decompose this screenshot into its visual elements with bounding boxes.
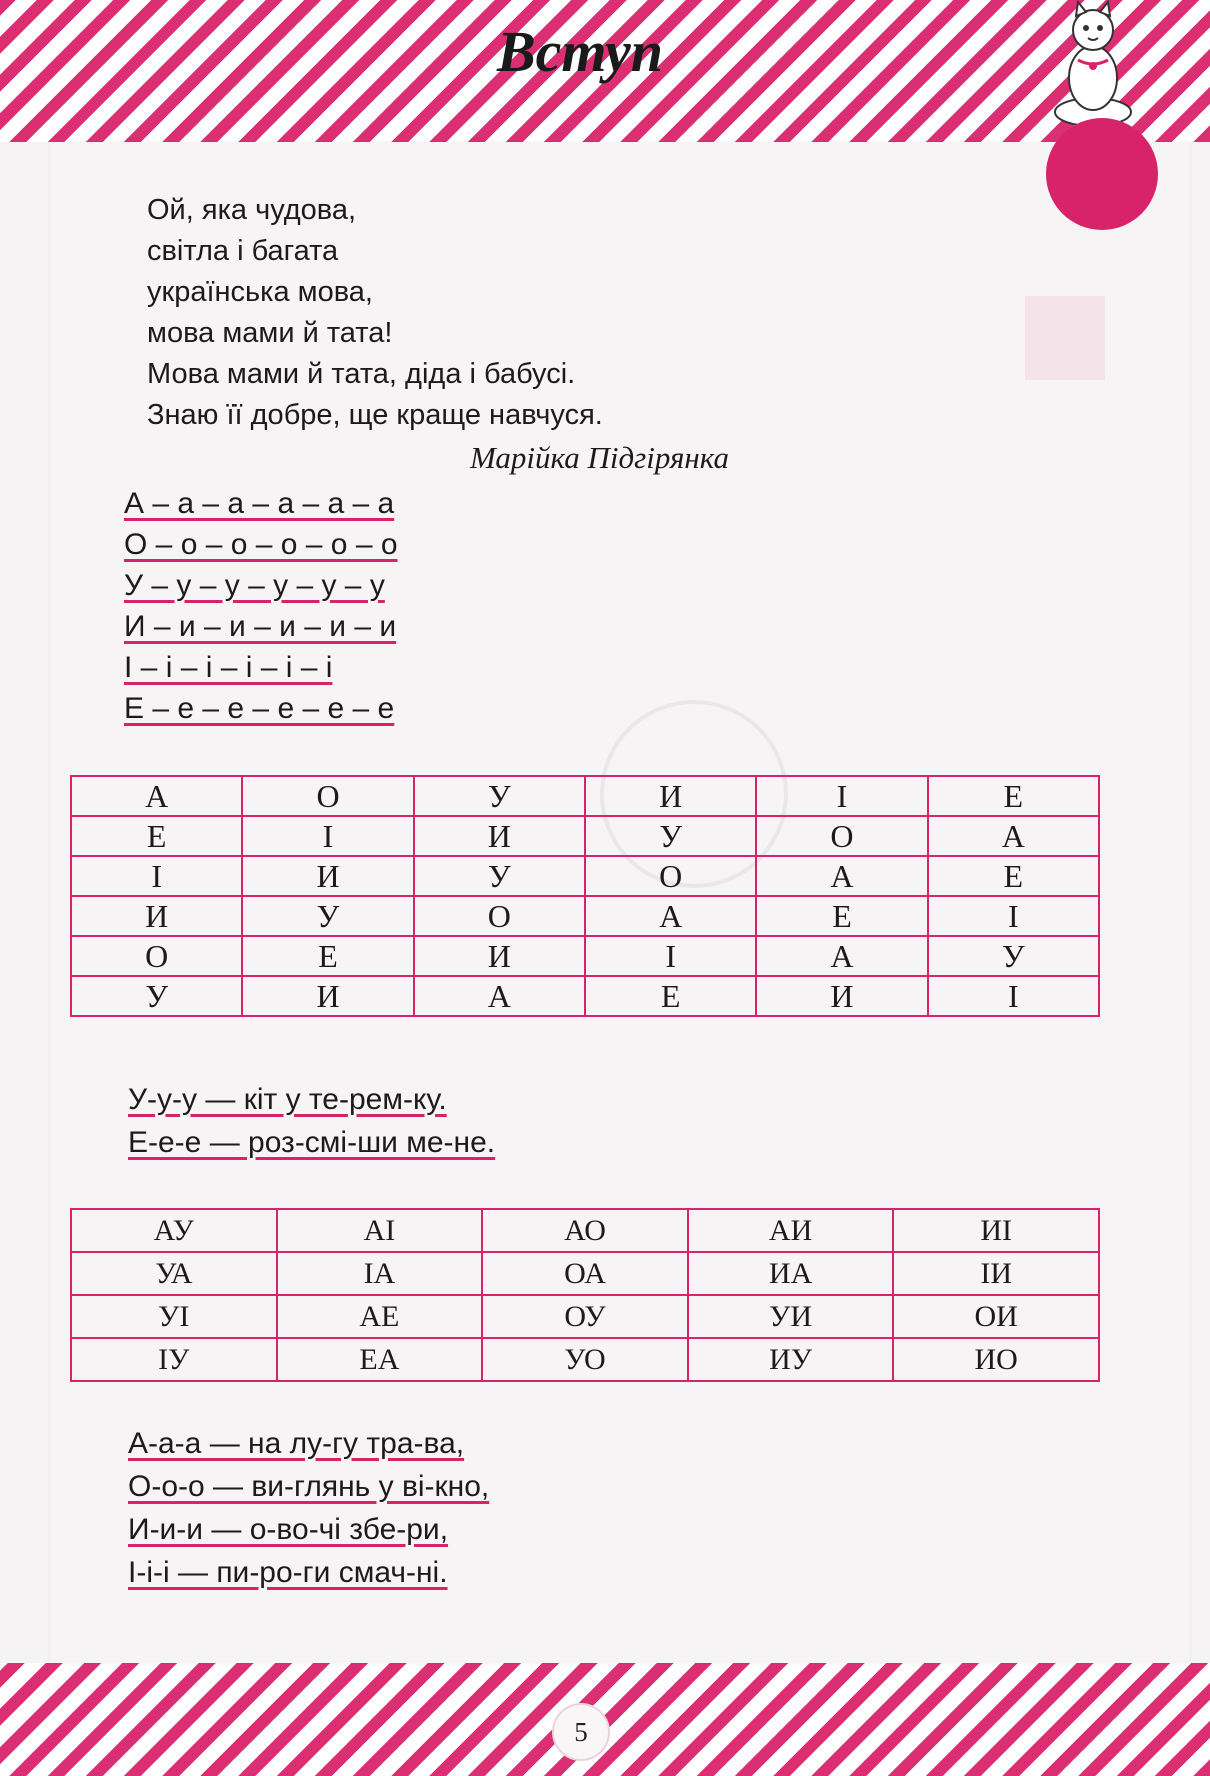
page-number: 5 [552, 1703, 610, 1761]
table-row [71, 936, 1099, 976]
table-cell: УО [482, 1338, 688, 1381]
vowel-chant-row: О – о – о – о – о – о [124, 528, 398, 561]
poem-line: Знаю її добре, ще краще навчуся. [147, 399, 603, 431]
table-cell: О [414, 896, 585, 936]
syllable-table [70, 1208, 1100, 1382]
table-cell: ИО [893, 1338, 1099, 1381]
table-cell: ИІ [893, 1209, 1099, 1252]
table-cell: У [414, 776, 585, 816]
vowel-chant-row: У – у – у – у – у – у [124, 569, 385, 602]
table-cell: Е [928, 856, 1099, 896]
table-cell: А [71, 776, 242, 816]
table-cell: А [756, 856, 927, 896]
poem-author: Марійка Підгірянка [470, 440, 729, 475]
table-cell: І [585, 936, 756, 976]
page-title: Вступ [496, 19, 664, 84]
table-cell: І [928, 896, 1099, 936]
table-cell: О [71, 936, 242, 976]
poem-line: Ой, яка чудова, [147, 194, 357, 226]
verse-line: О-о-о — ви-глянь у ві-кно, [128, 1470, 490, 1503]
syllable-verse-2 [128, 1422, 489, 1594]
table-cell: ІИ [893, 1252, 1099, 1295]
table-cell: АЕ [277, 1295, 483, 1338]
table-cell: ОУ [482, 1295, 688, 1338]
table-cell: А [414, 976, 585, 1016]
poem-line: мова мами й тата! [147, 317, 393, 349]
table-row [71, 856, 1099, 896]
table-cell: И [242, 976, 413, 1016]
vowel-chant [124, 483, 398, 729]
table-cell: І [928, 976, 1099, 1016]
table-cell: А [585, 896, 756, 936]
table-cell: Е [928, 776, 1099, 816]
verse-line: І-і-і — пи-ро-ги смач-ні. [128, 1556, 448, 1589]
table-cell: ЕА [277, 1338, 483, 1381]
table-row [71, 1338, 1099, 1381]
table-cell: У [585, 816, 756, 856]
table-cell: АІ [277, 1209, 483, 1252]
vowel-chant-row: А – а – а – а – а – а [124, 487, 395, 520]
table-cell: ОИ [893, 1295, 1099, 1338]
table-cell: Е [756, 896, 927, 936]
table-cell: У [71, 976, 242, 1016]
table-row [71, 1209, 1099, 1252]
table-cell: И [585, 776, 756, 816]
table-cell: Е [585, 976, 756, 1016]
table-cell: І [756, 776, 927, 816]
poem-line: світла і багата [147, 235, 339, 267]
table-cell: ІУ [71, 1338, 277, 1381]
table-cell: О [756, 816, 927, 856]
table-cell: ИУ [688, 1338, 894, 1381]
table-cell: ОА [482, 1252, 688, 1295]
table-row [71, 1252, 1099, 1295]
table-cell: А [928, 816, 1099, 856]
table-row [71, 896, 1099, 936]
verse-line: У-у-у — кіт у те-рем-ку. [128, 1083, 447, 1116]
table-cell: А [756, 936, 927, 976]
table-cell: І [242, 816, 413, 856]
table-cell: О [242, 776, 413, 816]
table-cell: И [414, 816, 585, 856]
table-cell: ІА [277, 1252, 483, 1295]
table-cell: И [71, 896, 242, 936]
table-row [71, 776, 1099, 816]
table-row [71, 976, 1099, 1016]
table-cell: У [928, 936, 1099, 976]
vowel-table [70, 775, 1100, 1017]
table-cell: УІ [71, 1295, 277, 1338]
table-cell: У [242, 896, 413, 936]
table-cell: Е [242, 936, 413, 976]
table-cell: УА [71, 1252, 277, 1295]
syllable-verse-1 [128, 1078, 495, 1164]
table-cell: У [414, 856, 585, 896]
table-cell: Е [71, 816, 242, 856]
table-row [71, 1295, 1099, 1338]
table-row [71, 816, 1099, 856]
verse-line: Е-е-е — роз-смі-ши ме-не. [128, 1126, 496, 1159]
table-cell: И [242, 856, 413, 896]
decorative-pink-circle [1046, 118, 1158, 230]
poem [147, 190, 603, 436]
table-cell: И [414, 936, 585, 976]
table-cell: І [71, 856, 242, 896]
verse-line: А-а-а — на лу-гу тра-ва, [128, 1427, 465, 1460]
table-cell: АУ [71, 1209, 277, 1252]
table-cell: И [756, 976, 927, 1016]
table-cell: О [585, 856, 756, 896]
vowel-chant-row: Е – е – е – е – е – е [124, 692, 395, 725]
vowel-chant-row: И – и – и – и – и – и [124, 610, 397, 643]
cat-mascot-icon [1048, 0, 1138, 130]
verse-line: И-и-и — о-во-чі збе-ри, [128, 1513, 449, 1546]
poem-line: українська мова, [147, 276, 373, 308]
poem-line: Мова мами й тата, діда і бабусі. [147, 358, 576, 390]
table-cell: АО [482, 1209, 688, 1252]
table-cell: АИ [688, 1209, 894, 1252]
table-cell: ИА [688, 1252, 894, 1295]
vowel-chant-row: І – і – і – і – і – і [124, 651, 333, 684]
table-cell: УИ [688, 1295, 894, 1338]
